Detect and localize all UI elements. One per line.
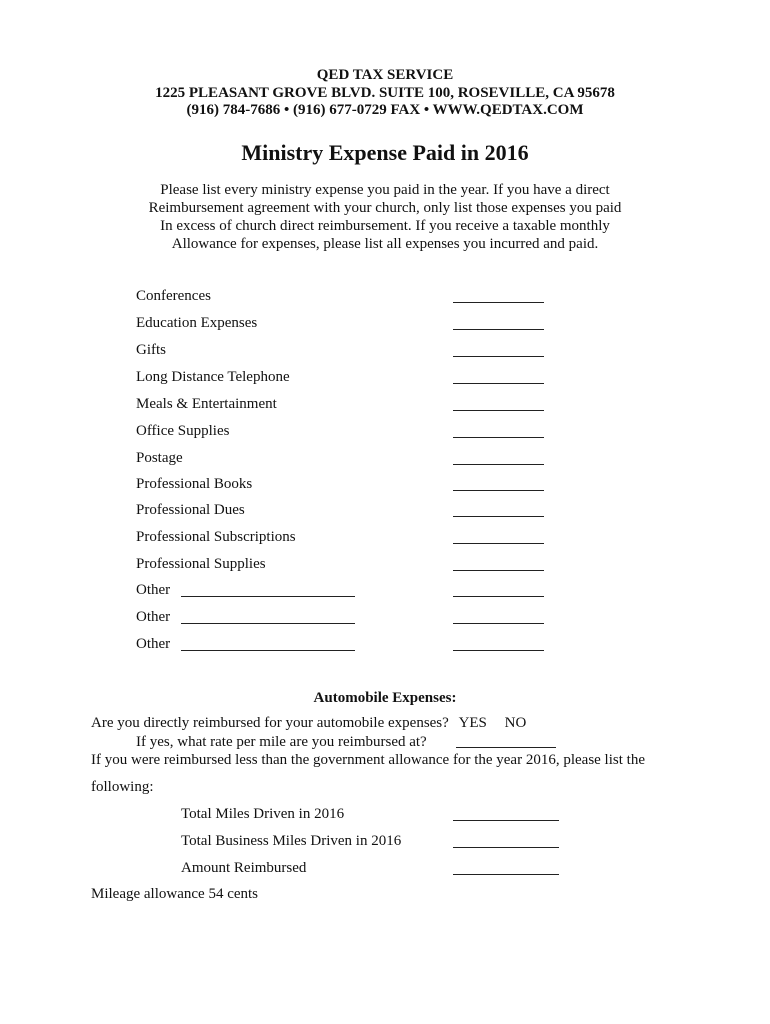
intro-line: Please list every ministry expense you paid in the year. If you have a direct [160,182,610,198]
intro-line: Reimbursement agreement with your church, only list those expenses you paid [148,200,622,216]
expense-amount-other-3[interactable] [453,636,544,651]
other-description-1[interactable] [181,582,355,597]
reimbursed-question [91,715,526,732]
expense-amount-dues[interactable] [453,502,544,517]
other-description-3[interactable] [181,636,355,651]
expense-label-gifts: Gifts [136,342,166,358]
government-allowance-note: If you were reimbursed less than the government allowance for the year 2016, please list the [91,752,645,768]
expense-amount-telephone[interactable] [453,369,544,384]
expense-amount-other-1[interactable] [453,582,544,597]
expense-label-meals: Meals & Entertainment [136,396,277,412]
business-miles-label: Total Business Miles Driven in 2016 [181,833,402,849]
expense-label-dues: Professional Dues [136,502,245,518]
expense-amount-gifts[interactable] [453,342,544,357]
expense-label-other-2: Other [136,609,171,625]
mileage-allowance-note: Mileage allowance 54 cents [91,886,259,902]
rate-per-mile-field[interactable] [456,733,556,748]
expense-amount-subscriptions[interactable] [453,529,544,544]
intro-paragraph [0,181,770,253]
expense-label-other-3: Other [136,636,171,652]
amount-reimbursed-label: Amount Reimbursed [181,860,307,876]
expense-label-subscriptions: Professional Subscriptions [136,529,296,545]
expense-label-office-supplies: Office Supplies [136,423,230,439]
expense-amount-meals[interactable] [453,396,544,411]
expense-amount-professional-supplies[interactable] [453,556,544,571]
expense-label-postage: Postage [136,450,183,466]
expense-amount-postage[interactable] [453,450,544,465]
total-miles-label: Total Miles Driven in 2016 [181,806,345,822]
expense-amount-conferences[interactable] [453,288,544,303]
company-contact: (916) 784-7686 • (916) 677-0729 FAX • WWW.QEDTAX.COM [186,102,584,118]
expense-label-other-1: Other [136,582,171,598]
expense-label-education: Education Expenses [136,315,258,331]
automobile-section-title: Automobile Expenses: [313,690,457,706]
expense-label-conferences: Conferences [136,288,211,304]
no-option[interactable]: NO [504,715,527,731]
yes-option[interactable]: YES [458,715,487,731]
expense-label-books: Professional Books [136,476,253,492]
company-address: 1225 PLEASANT GROVE BLVD. SUITE 100, ROSEVILLE, CA 95678 [155,85,615,101]
expense-amount-books[interactable] [453,476,544,491]
business-miles-field[interactable] [453,833,559,848]
expense-amount-office-supplies[interactable] [453,423,544,438]
total-miles-field[interactable] [453,806,559,821]
expense-label-telephone: Long Distance Telephone [136,369,290,385]
expense-label-professional-supplies: Professional Supplies [136,556,266,572]
page-title: Ministry Expense Paid in 2016 [241,140,529,165]
intro-line: In excess of church direct reimbursement. If you receive a taxable monthly [160,218,610,234]
amount-reimbursed-field[interactable] [453,860,559,875]
expense-amount-other-2[interactable] [453,609,544,624]
reimbursed-question-text: Are you directly reimbursed for your automobile expenses? [91,715,449,731]
other-description-2[interactable] [181,609,355,624]
company-name: QED TAX SERVICE [316,67,454,83]
rate-question: If yes, what rate per mile are you reimbursed at? [136,734,427,750]
government-allowance-note-continued: following: [91,779,154,795]
intro-line: Allowance for expenses, please list all expenses you incurred and paid. [171,236,599,252]
expense-amount-education[interactable] [453,315,544,330]
